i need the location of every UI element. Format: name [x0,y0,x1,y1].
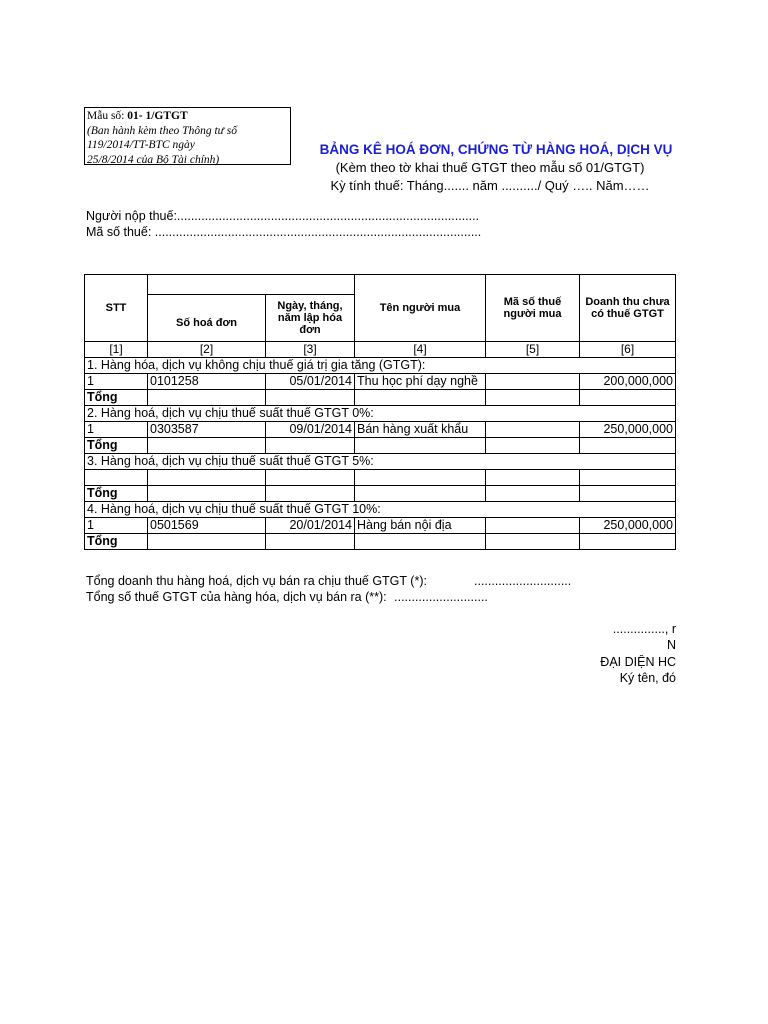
tax-period: Kỳ tính thuế: Tháng....... năm ........../ Quý ….. Năm…… [330,178,650,193]
taxpayer-line: Người nộp thuế:....................................................................................... [86,209,480,223]
tax-code-line: Mã số thuế: .............................................................................................. [86,225,482,239]
cell-buyer: Hàng bán nội địa [355,518,486,534]
cell-stt: 1 [85,422,148,438]
column-number-row [85,342,676,358]
total-row [85,390,676,406]
form-code-box [84,107,291,165]
total-cell [266,390,355,406]
total-cell [148,390,266,406]
cell-buyer: Thu học phí dạy nghề [355,374,486,390]
section-row [85,358,676,374]
cell-buyer-tax [486,470,580,486]
section-title: 1. Hàng hóa, dịch vụ không chịu thuế giá trị gia tăng (GTGT): [85,358,676,374]
total-label: Tổng [85,534,148,550]
table-row [85,374,676,390]
section-title: 4. Hàng hoá, dịch vụ chịu thuế suất thuế GTGT 10%: [85,502,676,518]
cell-date: 20/01/2014 [266,518,355,534]
cell-date: 05/01/2014 [266,374,355,390]
cell-stt: 1 [85,374,148,390]
header-invoice-group [148,275,355,295]
cell-buyer: Bán hàng xuất khẩu [355,422,486,438]
total-label: Tổng [85,438,148,454]
total-cell [266,486,355,502]
invoice-ledger-table [84,274,676,550]
total-row [85,486,676,502]
total-cell [355,438,486,454]
cell-buyer-tax [486,518,580,534]
cell-stt: 1 [85,518,148,534]
signature-date-line: ..............., r [612,622,676,636]
form-issuance-line-1: (Ban hành kèm theo Thông tư số [87,124,238,137]
cell-invoice-no [148,470,266,486]
cell-date: 09/01/2014 [266,422,355,438]
total-cell [355,534,486,550]
signature-representative: ĐẠI DIỆN HC [600,655,676,669]
header-date: Ngày, tháng, năm lập hóa đơn [266,295,355,342]
total-cell [486,438,580,454]
col-number: [5] [486,342,580,358]
total-cell [355,390,486,406]
section-row [85,406,676,422]
cell-invoice-no: 0101258 [148,374,266,390]
total-tax-label: Tổng số thuế GTGT của hàng hóa, dịch vụ bán ra (**): [86,590,387,604]
cell-buyer-tax [486,422,580,438]
total-revenue-line [86,574,572,588]
document-subtitle: (Kèm theo tờ khai thuế GTGT theo mẫu số 01/GTGT) [335,160,645,175]
cell-revenue: 250,000,000 [580,422,676,438]
total-cell [266,534,355,550]
total-cell [148,438,266,454]
form-issuance-line-3: 25/8/2014 của Bộ Tài chính) [87,153,220,166]
table-row [85,470,676,486]
cell-date [266,470,355,486]
col-number: [1] [85,342,148,358]
section-row [85,454,676,470]
document-title: BẢNG KÊ HOÁ ĐƠN, CHỨNG TỪ HÀNG HOÁ, DỊCH VỤ [319,142,673,157]
cell-revenue: 250,000,000 [580,518,676,534]
table-row [85,518,676,534]
col-number: [4] [355,342,486,358]
cell-stt [85,470,148,486]
table-row [85,422,676,438]
total-cell [355,486,486,502]
total-cell [580,390,676,406]
header-invoice-no: Số hoá đơn [148,295,266,342]
total-cell [148,534,266,550]
total-cell [580,438,676,454]
col-number: [6] [580,342,676,358]
total-tax-line [86,590,488,604]
total-row [85,438,676,454]
form-code-line [87,109,288,124]
col-number: [3] [266,342,355,358]
total-cell [580,486,676,502]
section-title: 3. Hàng hoá, dịch vụ chịu thuế suất thuế GTGT 5%: [85,454,676,470]
cell-invoice-no: 0501569 [148,518,266,534]
form-code-value: 01- 1/GTGT [127,110,188,122]
total-cell [580,534,676,550]
col-number: [2] [148,342,266,358]
cell-buyer [355,470,486,486]
form-code-label: Mẫu số: [87,110,128,122]
form-issuance-line-2: 119/2014/TT-BTC ngày [87,139,195,151]
total-label: Tổng [85,390,148,406]
header-revenue: Doanh thu chưa có thuế GTGT [580,275,676,342]
total-revenue-label: Tổng doanh thu hàng hoá, dịch vụ bán ra chịu thuế GTGT (*): [86,574,427,588]
signature-line-2: N [666,638,676,652]
total-label: Tổng [85,486,148,502]
total-revenue-blank: ............................ [474,574,572,588]
header-stt: STT [85,275,148,342]
total-tax-blank: ........................... [394,590,488,604]
total-cell [148,486,266,502]
cell-revenue: 200,000,000 [580,374,676,390]
cell-revenue [580,470,676,486]
section-title: 2. Hàng hoá, dịch vụ chịu thuế suất thuế GTGT 0%: [85,406,676,422]
total-cell [486,486,580,502]
section-row [85,502,676,518]
cell-buyer-tax [486,374,580,390]
signature-note: Ký tên, đó [619,671,676,685]
header-buyer-tax: Mã số thuế người mua [486,275,580,342]
total-row [85,534,676,550]
total-cell [486,390,580,406]
total-cell [266,438,355,454]
header-buyer: Tên người mua [355,275,486,342]
total-cell [486,534,580,550]
cell-invoice-no: 0303587 [148,422,266,438]
